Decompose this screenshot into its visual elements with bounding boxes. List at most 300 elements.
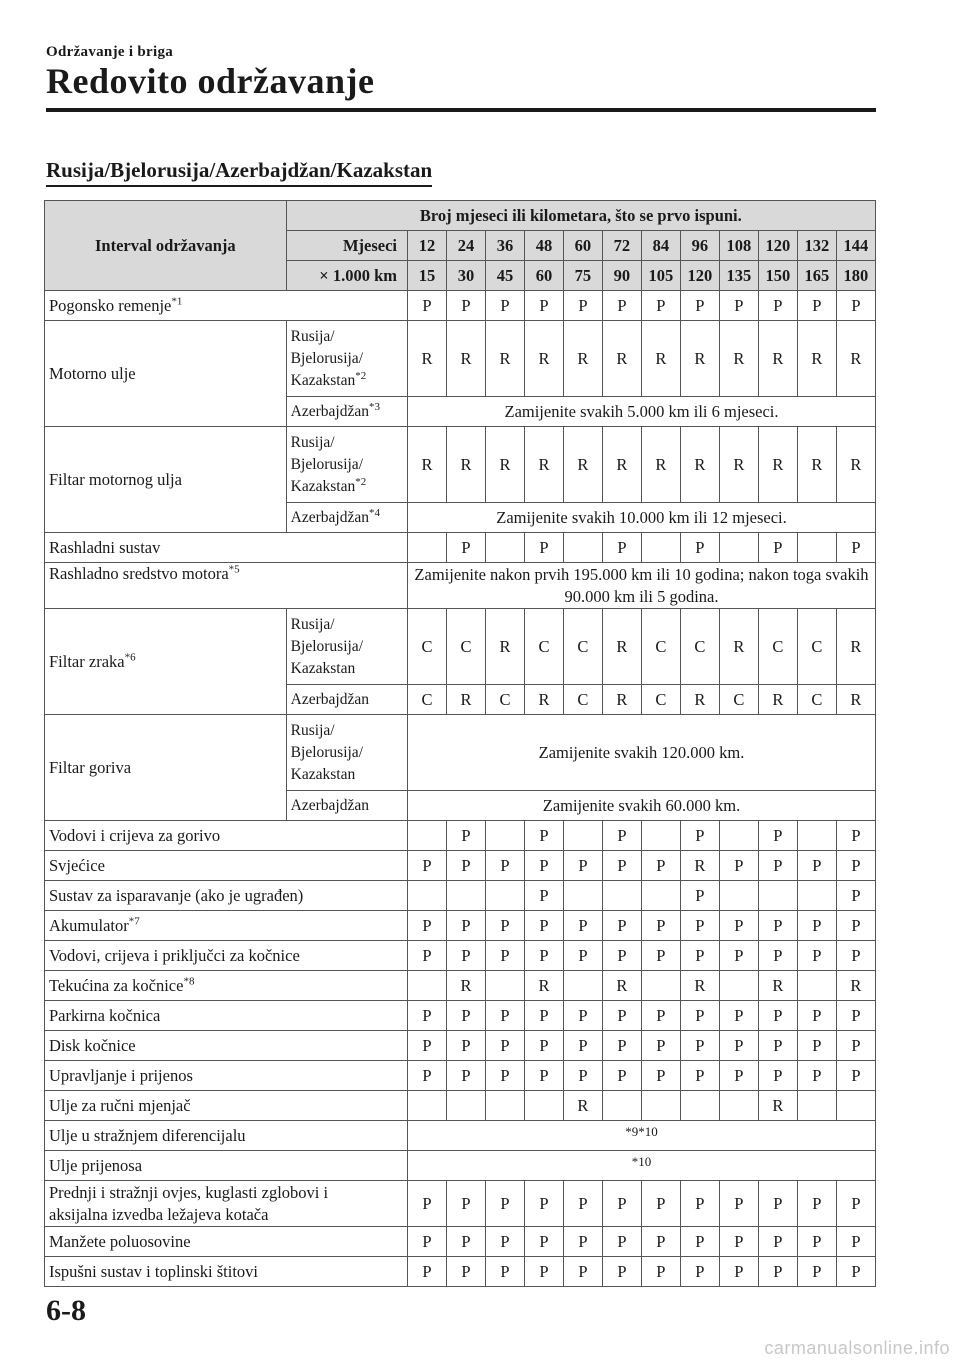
km-header-5: 90 <box>602 261 641 291</box>
parking_brake-cell: P <box>485 1001 524 1031</box>
steering-cell: P <box>836 1061 875 1091</box>
suspension-label <box>45 1181 408 1227</box>
brake_lines-cell: P <box>408 941 447 971</box>
fuel_filter-sub2-label <box>286 791 407 821</box>
km-header-0: 15 <box>408 261 447 291</box>
km-header-10: 165 <box>797 261 836 291</box>
steering-cell: P <box>758 1061 797 1091</box>
spark_plugs-cell: P <box>797 851 836 881</box>
cooling-cell: P <box>524 533 563 563</box>
evap-text: Sustav za isparavanje (ako je ugrađen) <box>49 885 304 905</box>
suspension-text: Prednji i stražnji ovjes, kuglasti zglobovi i aksijalna izvedba ležajeva kotača <box>49 1182 329 1224</box>
boots-cell: P <box>524 1227 563 1257</box>
parking_brake-cell: P <box>836 1001 875 1031</box>
table-row <box>45 1121 876 1151</box>
air_filter-cell: C <box>641 609 680 685</box>
cooling-cell: P <box>446 533 485 563</box>
air_filter-cell: C <box>680 609 719 685</box>
battery-cell: P <box>563 911 602 941</box>
coolant-label <box>45 563 408 609</box>
oil-cell: R <box>485 321 524 397</box>
air_filter-cell: C <box>446 609 485 685</box>
air_filter-sub2-cell: R <box>446 685 485 715</box>
manual_trans-cell <box>485 1091 524 1121</box>
table-row <box>45 941 876 971</box>
battery-footnote-mark: *7 <box>128 915 140 927</box>
km-header-3: 60 <box>524 261 563 291</box>
parking_brake-cell: P <box>758 1001 797 1031</box>
belt-cell: P <box>680 291 719 321</box>
parking_brake-cell: P <box>641 1001 680 1031</box>
fuel_lines-cell <box>485 821 524 851</box>
table-row <box>45 1181 876 1227</box>
evap-label <box>45 881 408 911</box>
spark_plugs-cell: P <box>446 851 485 881</box>
month-header-11: 144 <box>836 231 875 261</box>
belt-cell: P <box>485 291 524 321</box>
table-row <box>45 1257 876 1287</box>
month-header-7: 96 <box>680 231 719 261</box>
air_filter-sub2-cell: R <box>602 685 641 715</box>
air_filter-cell: C <box>408 609 447 685</box>
fuel_lines-cell: P <box>602 821 641 851</box>
table-row <box>45 1031 876 1061</box>
fuel_lines-cell <box>719 821 758 851</box>
month-header-2: 36 <box>485 231 524 261</box>
brake_lines-cell: P <box>797 941 836 971</box>
steering-cell: P <box>719 1061 758 1091</box>
brake_fluid-text: Tekućina za kočnice <box>49 975 184 995</box>
disc_brakes-cell: P <box>797 1031 836 1061</box>
parking_brake-cell: P <box>563 1001 602 1031</box>
belt-footnote-mark: *1 <box>171 295 183 307</box>
table-row <box>45 1091 876 1121</box>
manual_trans-label <box>45 1091 408 1121</box>
belt-cell: P <box>524 291 563 321</box>
oil_filter-cell: R <box>602 427 641 503</box>
month-header-8: 108 <box>719 231 758 261</box>
brake_fluid-cell: R <box>602 971 641 1001</box>
manual_trans-cell <box>602 1091 641 1121</box>
exhaust-cell: P <box>602 1257 641 1287</box>
boots-cell: P <box>641 1227 680 1257</box>
evap-cell <box>485 881 524 911</box>
brake_fluid-cell: R <box>758 971 797 1001</box>
suspension-cell: P <box>602 1181 641 1227</box>
fuel_filter-sub1-label <box>286 715 407 791</box>
brake_fluid-footnote-mark: *8 <box>183 975 195 987</box>
spark_plugs-cell: P <box>758 851 797 881</box>
disc_brakes-cell: P <box>680 1031 719 1061</box>
group-header: Broj mjeseci ili kilometara, što se prvo ispuni. <box>286 201 875 231</box>
rear_diff-label <box>45 1121 408 1151</box>
oil-cell: R <box>641 321 680 397</box>
maintenance-schedule-table <box>44 200 876 1287</box>
suspension-cell: P <box>680 1181 719 1227</box>
exhaust-cell: P <box>680 1257 719 1287</box>
oil_filter-cell: R <box>408 427 447 503</box>
brake_lines-cell: P <box>680 941 719 971</box>
oil-cell: R <box>563 321 602 397</box>
belt-cell: P <box>797 291 836 321</box>
page-title: Redovito održavanje <box>46 61 375 101</box>
table-row <box>45 1227 876 1257</box>
air_filter-sub2-cell: C <box>485 685 524 715</box>
spark_plugs-text: Svjećice <box>49 855 105 875</box>
suspension-cell: P <box>836 1181 875 1227</box>
air_filter-sub2-cell: C <box>719 685 758 715</box>
parking_brake-cell: P <box>602 1001 641 1031</box>
suspension-cell: P <box>563 1181 602 1227</box>
coolant-text: Zamijenite nakon prvih 195.000 km ili 10 godina; nakon toga svakih 90.000 km ili 5 godina. <box>408 563 876 609</box>
rear_diff-text: Ulje u stražnjem diferencijalu <box>49 1125 246 1145</box>
manual_trans-cell: R <box>563 1091 602 1121</box>
belt-text: Pogonsko remenje <box>49 295 172 315</box>
manual_trans-cell <box>524 1091 563 1121</box>
battery-cell: P <box>836 911 875 941</box>
brake_lines-cell: P <box>719 941 758 971</box>
spark_plugs-cell: P <box>641 851 680 881</box>
evap-cell <box>602 881 641 911</box>
spark_plugs-cell: P <box>485 851 524 881</box>
oil-cell: R <box>524 321 563 397</box>
disc_brakes-cell: P <box>641 1031 680 1061</box>
exhaust-cell: P <box>485 1257 524 1287</box>
region-subtitle: Rusija/Bjelorusija/Azerbajdžan/Kazakstan <box>46 158 432 187</box>
manual_trans-cell <box>408 1091 447 1121</box>
oil-sub1-label <box>286 321 407 397</box>
air_filter-sub2-cell: C <box>797 685 836 715</box>
air_filter-sub2-cell: R <box>680 685 719 715</box>
exhaust-cell: P <box>641 1257 680 1287</box>
table-row <box>45 1061 876 1091</box>
cooling-cell <box>641 533 680 563</box>
manual_trans-cell <box>680 1091 719 1121</box>
evap-cell <box>408 881 447 911</box>
oil_filter-cell: R <box>563 427 602 503</box>
boots-text: Manžete poluosovine <box>49 1231 191 1251</box>
table-row <box>45 533 876 563</box>
brake_fluid-cell <box>641 971 680 1001</box>
exhaust-cell: P <box>446 1257 485 1287</box>
month-header-1: 24 <box>446 231 485 261</box>
steering-cell: P <box>485 1061 524 1091</box>
months-label: Mjeseci <box>286 231 407 261</box>
brake_fluid-label <box>45 971 408 1001</box>
spark_plugs-label <box>45 851 408 881</box>
belt-cell: P <box>446 291 485 321</box>
km-header-11: 180 <box>836 261 875 291</box>
battery-cell: P <box>680 911 719 941</box>
table-row <box>45 851 876 881</box>
table-row <box>45 563 876 609</box>
fuel_lines-cell: P <box>680 821 719 851</box>
manual_trans-cell <box>836 1091 875 1121</box>
month-header-10: 132 <box>797 231 836 261</box>
fuel_lines-text: Vodovi i crijeva za gorivo <box>49 825 221 845</box>
suspension-cell: P <box>758 1181 797 1227</box>
brake_lines-cell: P <box>485 941 524 971</box>
cooling-cell <box>563 533 602 563</box>
boots-cell: P <box>485 1227 524 1257</box>
air_filter-sub2-label <box>286 685 407 715</box>
air_filter-sub1-label <box>286 609 407 685</box>
belt-cell: P <box>836 291 875 321</box>
air_filter-sub1-text: Rusija/ Bjelorusija/ Kazakstan <box>290 615 363 677</box>
cooling-cell: P <box>680 533 719 563</box>
parking_brake-cell: P <box>446 1001 485 1031</box>
table-row <box>45 881 876 911</box>
oil-cell: R <box>602 321 641 397</box>
table-row <box>45 1151 876 1181</box>
manual_trans-text: Ulje za ručni mjenjač <box>49 1095 191 1115</box>
air_filter-sub2-cell: C <box>563 685 602 715</box>
oil-label <box>45 321 287 427</box>
oil-cell: R <box>836 321 875 397</box>
oil_filter-sub2-footnote-mark: *4 <box>368 506 380 519</box>
belt-cell: P <box>408 291 447 321</box>
battery-cell: P <box>758 911 797 941</box>
month-header-9: 120 <box>758 231 797 261</box>
evap-cell: P <box>524 881 563 911</box>
steering-text: Upravljanje i prijenos <box>49 1065 193 1085</box>
steering-cell: P <box>797 1061 836 1091</box>
brake_lines-cell: P <box>446 941 485 971</box>
cooling-cell: P <box>758 533 797 563</box>
oil-cell: R <box>797 321 836 397</box>
oil-text: Motorno ulje <box>49 363 136 383</box>
title-rule <box>46 108 876 112</box>
brake_lines-cell: P <box>758 941 797 971</box>
exhaust-cell: P <box>563 1257 602 1287</box>
steering-cell: P <box>680 1061 719 1091</box>
month-header-6: 84 <box>641 231 680 261</box>
steering-cell: P <box>602 1061 641 1091</box>
oil-text: Zamijenite svakih 5.000 km ili 6 mjeseci. <box>408 397 876 427</box>
battery-cell: P <box>797 911 836 941</box>
boots-cell: P <box>680 1227 719 1257</box>
fuel_lines-cell <box>408 821 447 851</box>
boots-label <box>45 1227 408 1257</box>
fuel_filter-text: Zamijenite svakih 60.000 km. <box>408 791 876 821</box>
oil-sub2-text: Azerbajdžan <box>290 402 369 420</box>
fuel_filter-sub1-text: Rusija/ Bjelorusija/ Kazakstan <box>290 721 363 783</box>
boots-cell: P <box>408 1227 447 1257</box>
fuel_lines-cell <box>563 821 602 851</box>
month-header-3: 48 <box>524 231 563 261</box>
table-row <box>45 427 876 503</box>
brake_fluid-cell <box>485 971 524 1001</box>
steering-cell: P <box>524 1061 563 1091</box>
oil-sub1-footnote-mark: *2 <box>355 369 367 382</box>
parking_brake-text: Parkirna kočnica <box>49 1005 161 1025</box>
km-header-7: 120 <box>680 261 719 291</box>
month-header-4: 60 <box>563 231 602 261</box>
air_filter-sub2-cell: R <box>524 685 563 715</box>
oil-sub1-text: Rusija/ Bjelorusija/ Kazakstan <box>290 327 363 389</box>
fuel_lines-cell: P <box>524 821 563 851</box>
brake_fluid-cell <box>719 971 758 1001</box>
exhaust-cell: P <box>797 1257 836 1287</box>
manual_trans-cell: R <box>758 1091 797 1121</box>
exhaust-cell: P <box>836 1257 875 1287</box>
trans_oil-text: Ulje prijenosa <box>49 1155 143 1175</box>
evap-cell: P <box>680 881 719 911</box>
battery-cell: P <box>408 911 447 941</box>
brake_fluid-cell: R <box>524 971 563 1001</box>
belt-cell: P <box>758 291 797 321</box>
brake_fluid-cell: R <box>446 971 485 1001</box>
boots-cell: P <box>719 1227 758 1257</box>
parking_brake-cell: P <box>524 1001 563 1031</box>
oil-cell: R <box>758 321 797 397</box>
evap-cell: P <box>836 881 875 911</box>
page-number: 6-8 <box>46 1294 86 1327</box>
air_filter-text: Filtar zraka <box>49 651 125 671</box>
battery-label <box>45 911 408 941</box>
steering-cell: P <box>641 1061 680 1091</box>
parking_brake-cell: P <box>408 1001 447 1031</box>
cooling-cell <box>797 533 836 563</box>
brake_fluid-cell <box>797 971 836 1001</box>
table-row <box>45 321 876 397</box>
manual_trans-cell <box>641 1091 680 1121</box>
km-header-2: 45 <box>485 261 524 291</box>
km-header-1: 30 <box>446 261 485 291</box>
cooling-cell <box>485 533 524 563</box>
fuel_lines-cell <box>797 821 836 851</box>
suspension-cell: P <box>446 1181 485 1227</box>
belt-label <box>45 291 408 321</box>
km-header-8: 135 <box>719 261 758 291</box>
air_filter-cell: C <box>758 609 797 685</box>
exhaust-cell: P <box>758 1257 797 1287</box>
brake_fluid-cell <box>563 971 602 1001</box>
exhaust-cell: P <box>408 1257 447 1287</box>
fuel_lines-cell: P <box>758 821 797 851</box>
battery-cell: P <box>641 911 680 941</box>
oil_filter-sub2-text: Azerbajdžan <box>290 508 369 526</box>
oil_filter-sub1-text: Rusija/ Bjelorusija/ Kazakstan <box>290 433 363 495</box>
interval-header: Interval održavanja <box>45 201 287 291</box>
spark_plugs-cell: R <box>680 851 719 881</box>
boots-cell: P <box>602 1227 641 1257</box>
km-header-9: 150 <box>758 261 797 291</box>
oil_filter-cell: R <box>446 427 485 503</box>
disc_brakes-cell: P <box>524 1031 563 1061</box>
steering-label <box>45 1061 408 1091</box>
evap-cell <box>797 881 836 911</box>
evap-cell <box>719 881 758 911</box>
disc_brakes-cell: P <box>602 1031 641 1061</box>
air_filter-sub2-cell: R <box>836 685 875 715</box>
oil_filter-text: Filtar motornog ulja <box>49 469 182 489</box>
cooling-cell <box>408 533 447 563</box>
km-header-6: 105 <box>641 261 680 291</box>
disc_brakes-label <box>45 1031 408 1061</box>
steering-cell: P <box>446 1061 485 1091</box>
disc_brakes-cell: P <box>563 1031 602 1061</box>
trans_oil-note: *10 <box>408 1151 876 1181</box>
brake_lines-cell: P <box>836 941 875 971</box>
exhaust-cell: P <box>719 1257 758 1287</box>
exhaust-cell: P <box>524 1257 563 1287</box>
disc_brakes-cell: P <box>485 1031 524 1061</box>
battery-cell: P <box>719 911 758 941</box>
air_filter-sub2-cell: R <box>758 685 797 715</box>
month-header-5: 72 <box>602 231 641 261</box>
belt-cell: P <box>563 291 602 321</box>
oil-sub2-footnote-mark: *3 <box>368 400 380 413</box>
cooling-cell: P <box>836 533 875 563</box>
evap-cell <box>641 881 680 911</box>
fuel_lines-cell <box>641 821 680 851</box>
suspension-cell: P <box>797 1181 836 1227</box>
suspension-cell: P <box>485 1181 524 1227</box>
trans_oil-label <box>45 1151 408 1181</box>
oil-cell: R <box>446 321 485 397</box>
brake_lines-cell: P <box>602 941 641 971</box>
air_filter-cell: C <box>797 609 836 685</box>
oil_filter-cell: R <box>758 427 797 503</box>
brake_lines-text: Vodovi, crijeva i priključci za kočnice <box>49 945 300 965</box>
oil-cell: R <box>680 321 719 397</box>
oil_filter-cell: R <box>719 427 758 503</box>
cooling-label <box>45 533 408 563</box>
brake_fluid-cell: R <box>680 971 719 1001</box>
disc_brakes-cell: P <box>758 1031 797 1061</box>
parking_brake-cell: P <box>719 1001 758 1031</box>
spark_plugs-cell: P <box>563 851 602 881</box>
air_filter-sub2-cell: C <box>641 685 680 715</box>
oil_filter-cell: R <box>641 427 680 503</box>
parking_brake-label <box>45 1001 408 1031</box>
belt-cell: P <box>641 291 680 321</box>
table-row <box>45 821 876 851</box>
fuel_filter-text1: Zamijenite svakih 120.000 km. <box>408 715 876 791</box>
spark_plugs-cell: P <box>408 851 447 881</box>
fuel_lines-cell: P <box>446 821 485 851</box>
oil_filter-cell: R <box>485 427 524 503</box>
belt-cell: P <box>602 291 641 321</box>
disc_brakes-cell: P <box>836 1031 875 1061</box>
exhaust-label <box>45 1257 408 1287</box>
month-header-0: 12 <box>408 231 447 261</box>
disc_brakes-text: Disk kočnice <box>49 1035 136 1055</box>
battery-text: Akumulator <box>49 915 129 935</box>
oil_filter-cell: R <box>524 427 563 503</box>
brake_lines-cell: P <box>563 941 602 971</box>
brake_fluid-cell <box>408 971 447 1001</box>
steering-cell: P <box>563 1061 602 1091</box>
table-row <box>45 971 876 1001</box>
table-row <box>45 291 876 321</box>
boots-cell: P <box>797 1227 836 1257</box>
battery-cell: P <box>485 911 524 941</box>
evap-cell <box>758 881 797 911</box>
table-row <box>45 911 876 941</box>
oil_filter-label <box>45 427 287 533</box>
oil-sub2-label <box>286 397 407 427</box>
table-row <box>45 715 876 791</box>
km-header-4: 75 <box>563 261 602 291</box>
spark_plugs-cell: P <box>602 851 641 881</box>
battery-cell: P <box>446 911 485 941</box>
boots-cell: P <box>758 1227 797 1257</box>
air_filter-footnote-mark: *6 <box>124 651 136 663</box>
spark_plugs-cell: P <box>836 851 875 881</box>
disc_brakes-cell: P <box>446 1031 485 1061</box>
